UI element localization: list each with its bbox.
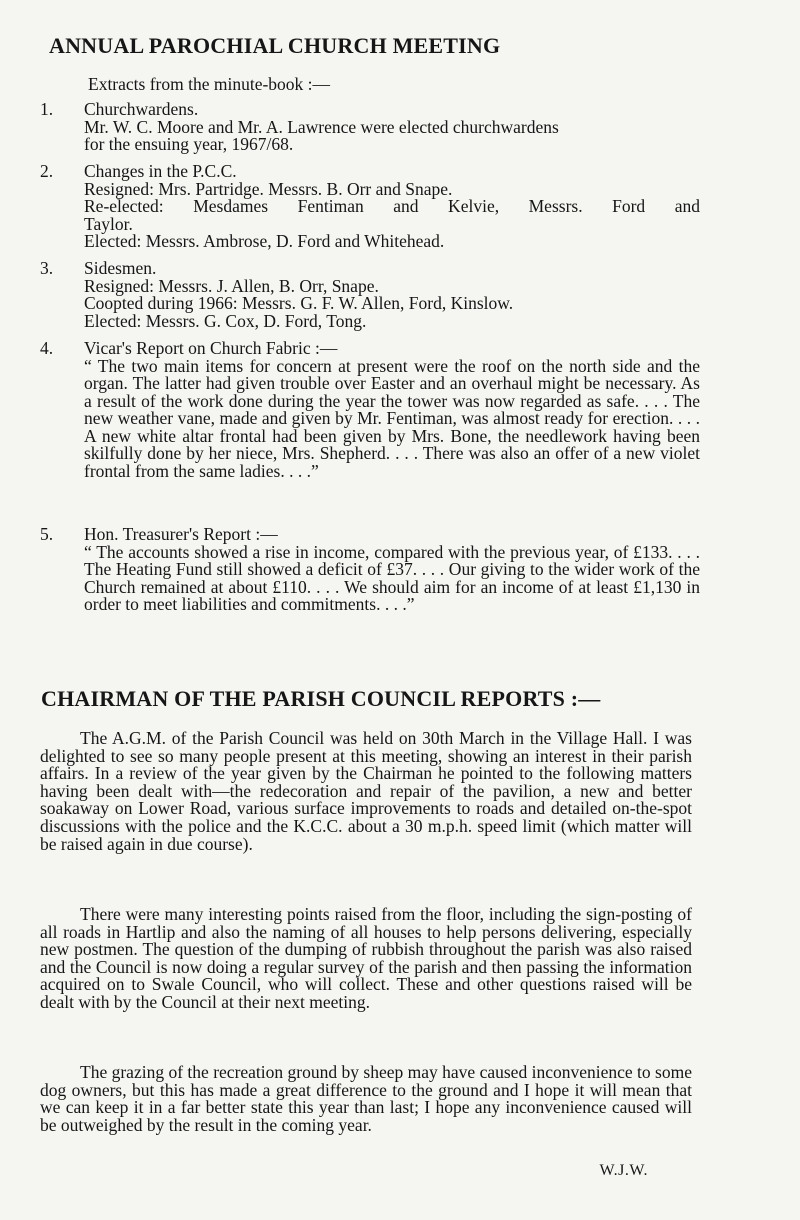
item-number: 4. [40,338,54,358]
item-line: Taylor. [84,213,133,234]
minute-item-vicars-report [40,340,700,480]
item-line: Churchwardens. [84,99,199,119]
item-heading: Hon. Treasurer's Report :— [84,524,278,544]
item-number: 3. [40,258,54,278]
item-line: Elected: Messrs. G. Cox, D. Ford, Tong. [84,310,367,331]
item-line: Resigned: Messrs. J. Allen, B. Orr, Snape. [84,275,379,296]
treasurers-report-quote: “ The accounts showed a rise in income, compared with the previous year, of £133. . . . The Heating Fund still showed a deficit of £37. . . . Our giving to the wider work of the Church remained at about £110. . . . We should aim for an income of at least £1,130 in order to meet liabilities and commitments. . . .” [84,541,700,614]
minute-item-pcc-changes [40,163,700,251]
report-paragraph: The A.G.M. of the Parish Council was held on 30th March in the Village Hall. I was delighted to see so many people present at this meeting, showing an interest in their parish affairs. In a review of the year given by the Chairman he pointed to the following matters having been dealt with—the redecoration and repair of the pavilion, a new and better soakaway on Lower Road, various surface improvements to roads and detailed on-the-spot discussions with the police and the K.C.C. about a 30 m.p.h. speed limit (which matter will be raised again in due course). [40,728,692,854]
item-line: Changes in the P.C.C. [84,161,237,181]
item-line: Sidesmen. [84,258,157,278]
intro-text: Extracts from the minute-book :— [88,74,331,94]
item-line: Elected: Messrs. Ambrose, D. Ford and Whitehead. [84,231,445,251]
item-line: Mr. W. C. Moore and Mr. A. Lawrence were elected churchwardens [84,116,559,137]
item-line: Re-elected: Mesdames Fentiman and Kelvie, Messrs. Ford and [84,196,700,216]
item-heading: Vicar's Report on Church Fabric :— [84,338,338,358]
minute-item-treasurers-report [40,526,700,614]
item-line: Resigned: Mrs. Partridge. Messrs. B. Orr and Snape. [84,178,453,199]
section-title-parochial-meeting: ANNUAL PAROCHIAL CHURCH MEETING [49,33,501,58]
minute-item-sidesmen [40,260,700,330]
item-number: 5. [40,524,54,544]
item-number: 1. [40,99,54,119]
vicars-report-quote: “ The two main items for concern at present were the roof on the north side and the organ. The latter had given trouble over Easter and an overhaul might be necessary. As a result of the work done during the year the tower was now regarded as safe. . . . The new weather vane, made and given by Mr. Fentiman, was almost ready for erection. . . . A new white altar frontal had been given by Mrs. Bone, the needlework having been skilfully done by her niece, Mrs. Shepherd. . . . There was also an offer of a new violet frontal from the same ladies. . . .” [84,355,700,481]
signature-initials: W.J.W. [599,1162,648,1179]
minute-item-churchwardens [40,101,700,154]
item-line: for the ensuing year, 1967/68. [84,134,294,154]
item-number: 2. [40,161,54,181]
report-paragraph: The grazing of the recreation ground by sheep may have caused inconvenience to some dog owners, but this has made a great difference to the ground and I hope it will mean that we can keep it in a far better state this year than last; I hope any inconvenience caused will be outweighed by the result in the coming year. [40,1062,692,1135]
report-paragraph: There were many interesting points raised from the floor, including the sign-posting of all roads in Hartlip and also the naming of all houses to help persons delivering, especially new postmen. The question of the dumping of rubbish throughout the parish was also raised and the Council is now doing a regular survey of the parish and then passing the information acquired on to Swale Council, who will collect. These and other questions raised will be dealt with by the Council at their next meeting. [40,904,692,1012]
section-title-parish-council: CHAIRMAN OF THE PARISH COUNCIL REPORTS :— [41,686,601,711]
item-line: Coopted during 1966: Messrs. G. F. W. Allen, Ford, Kinslow. [84,293,514,313]
